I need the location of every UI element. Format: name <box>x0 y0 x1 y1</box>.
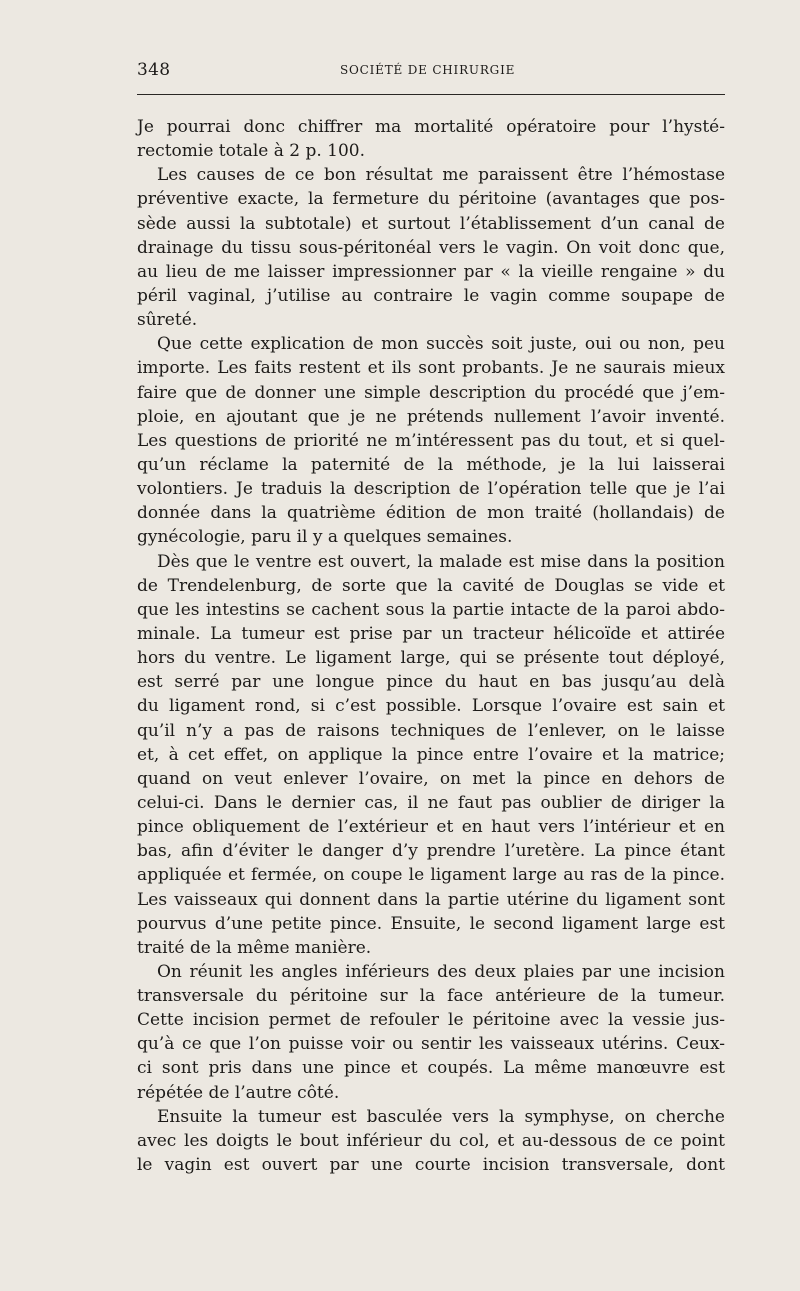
text-line: pourvus d’une petite pince. Ensuite, le second ligament large est <box>137 913 725 934</box>
text-line: Les vaisseaux qui donnent dans la partie utérine du ligament sont <box>137 889 725 910</box>
text-line: transversale du péritoine sur la face antérieure de la tumeur. <box>137 986 725 1007</box>
text-line: sède aussi la subtotale) et surtout l’établissement d’un canal de <box>137 213 725 234</box>
text-line: Les questions de priorité ne m’intéressent pas du tout, et si quel- <box>137 430 725 451</box>
page-header <box>137 58 725 82</box>
text-line: sûreté. <box>137 310 198 331</box>
text-line: Cette incision permet de refouler le péritoine avec la vessie jus- <box>137 1010 725 1031</box>
text-line: hors du ventre. Le ligament large, qui se présente tout déployé, <box>137 648 725 669</box>
text-line: Que cette explication de mon succès soit juste, oui ou non, peu <box>157 334 725 355</box>
text-line: Je pourrai donc chiffrer ma mortalité opératoire pour l’hysté- <box>137 117 725 137</box>
text-line: traité de la même manière. <box>137 937 372 958</box>
page-number: 348 <box>137 60 171 80</box>
text-line: Dès que le ventre est ouvert, la malade est mise dans la position <box>157 551 725 572</box>
text-line: au lieu de me laisser impressionner par « la vieille rengaine » du <box>137 261 725 282</box>
text-line: rectomie totale à 2 p. 100. <box>137 141 366 162</box>
text-line: de Trendelenburg, de sorte que la cavité de Douglas se vide et <box>137 575 725 596</box>
text-line: ploie, en ajoutant que je ne prétends nullement l’avoir inventé. <box>137 406 725 427</box>
text-line: bas, afin d’éviter le danger d’y prendre l’uretère. La pince étant <box>137 841 725 862</box>
text-line: Les causes de ce bon résultat me paraissent être l’hémostase <box>157 165 725 186</box>
text-line: qu’à ce que l’on puisse voir ou sentir les vaisseaux utérins. Ceux- <box>137 1034 725 1055</box>
text-line: péril vaginal, j’utilise au contraire le vagin comme soupape de <box>137 285 725 306</box>
text-line: ci sont pris dans une pince et coupés. La même manœuvre est <box>137 1058 725 1079</box>
text-line: appliquée et fermée, on coupe le ligament large au ras de la pince. <box>137 865 725 886</box>
text-line: drainage du tissu sous-péritonéal vers le vagin. On voit donc que, <box>137 237 725 258</box>
text-line: répétée de l’autre côté. <box>137 1082 340 1103</box>
text-line: importe. Les faits restent et ils sont probants. Je ne saurais mieux <box>137 358 725 379</box>
text-line: qu’il n’y a pas de raisons techniques de l’enlever, on le laisse <box>137 720 725 741</box>
text-line: Ensuite la tumeur est basculée vers la symphyse, on cherche <box>157 1106 725 1127</box>
text-line: qu’un réclame la paternité de la méthode, je la lui laisserai <box>137 454 725 475</box>
body-text <box>137 115 725 1177</box>
text-line: minale. La tumeur est prise par un tracteur hélicoïde et attirée <box>137 623 725 644</box>
text-line: et, à cet effet, on applique la pince entre l’ovaire et la matrice; <box>137 744 725 765</box>
text-line: faire que de donner une simple description du procédé que j’em- <box>137 382 725 403</box>
text-line: quand on veut enlever l’ovaire, on met la pince en dehors de <box>137 768 725 789</box>
text-line: On réunit les angles inférieurs des deux plaies par une incision <box>157 961 725 982</box>
text-line: du ligament rond, si c’est possible. Lorsque l’ovaire est sain et <box>137 696 725 717</box>
header-rule <box>137 94 725 95</box>
text-line: volontiers. Je traduis la description de l’opération telle que je l’ai <box>137 479 725 500</box>
text-line: avec les doigts le bout inférieur du col, et au-dessous de ce point <box>137 1130 725 1151</box>
text-line: préventive exacte, la fermeture du péritoine (avantages que pos- <box>137 189 725 210</box>
running-title: SOCIÉTÉ DE CHIRURGIE <box>340 63 516 77</box>
text-line: est serré par une longue pince du haut en bas jusqu’au delà <box>137 672 725 693</box>
text-line: gynécologie, paru il y a quelques semaines. <box>137 527 513 548</box>
text-line: donnée dans la quatrième édition de mon traité (hollandais) de <box>137 503 725 524</box>
text-line: que les intestins se cachent sous la partie intacte de la paroi abdo- <box>137 599 725 620</box>
text-line: le vagin est ouvert par une courte incision transversale, dont <box>137 1155 725 1176</box>
text-line: celui-ci. Dans le dernier cas, il ne faut pas oublier de diriger la <box>137 792 725 813</box>
text-line: pince obliquement de l’extérieur et en haut vers l’intérieur et en <box>137 817 725 838</box>
